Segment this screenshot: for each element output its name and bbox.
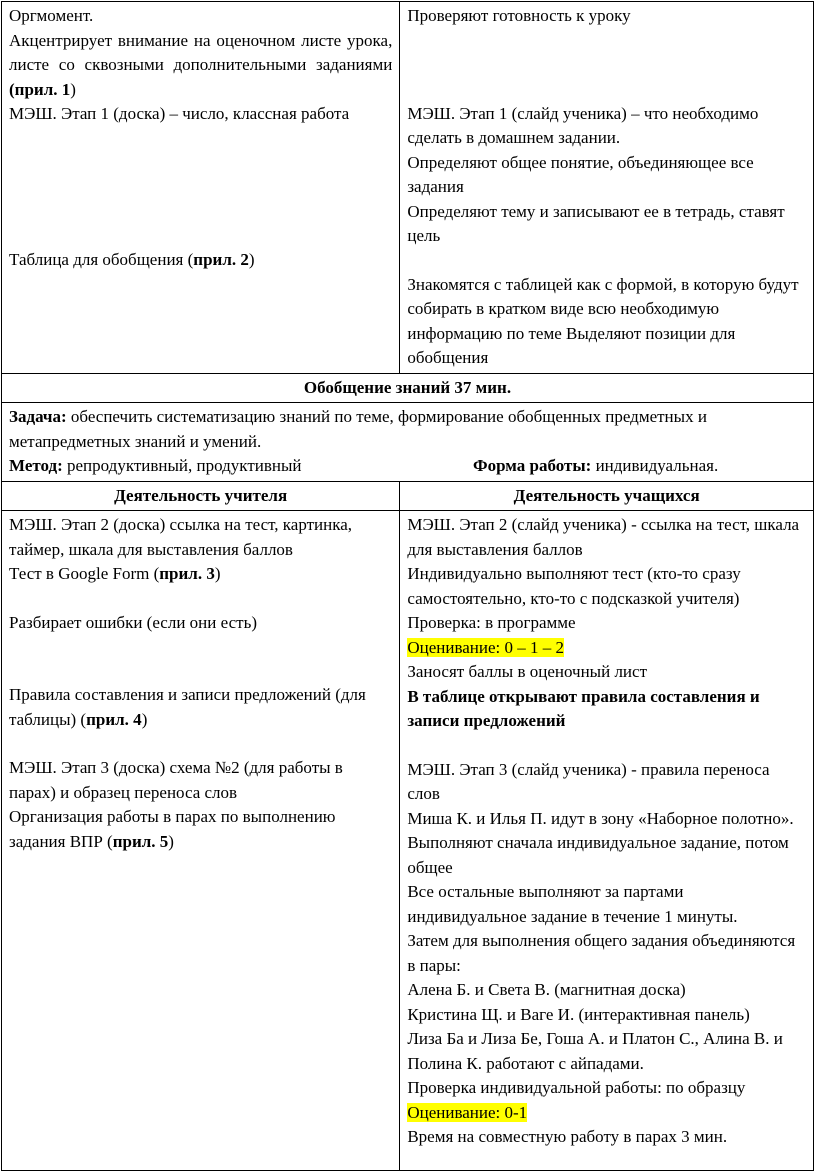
teacher-activity-header: Деятельность учителя <box>2 481 400 511</box>
summary-table-text: Таблица для обобщения (прил. 2) <box>9 249 255 269</box>
teacher-cell-org <box>2 2 400 374</box>
pair-2-text: Кристина Щ. и Ваге И. (интерактивная панель) <box>407 1004 750 1024</box>
pair-time-text: Время на совместную работу в парах 3 мин. <box>407 1127 728 1146</box>
orgmoment-text: Оргмомент. <box>9 6 94 25</box>
work-form: Форма работы: индивидуальная. <box>473 456 719 475</box>
errors-text: Разбирает ошибки (если они есть) <box>9 612 257 632</box>
check-individual-text: Проверка индивидуальной работы: по образцу <box>407 1078 746 1097</box>
mesh-stage3-slide-text: МЭШ. Этап 3 (слайд ученика) - правила переноса слов <box>407 759 770 803</box>
student-activity-header: Деятельность учащихся <box>400 481 814 511</box>
grading-scale-1: Оценивание: 0 – 1 – 2 <box>407 637 565 657</box>
table-intro-text: Знакомятся с таблицей как с формой, в которую будут собирать в кратком виде всю необходимую информацию по теме Выделяют позиции для обобщения <box>407 274 799 367</box>
others-text: Все остальные выполняют за партами индивидуальное задание в течение 1 минуты. <box>407 882 738 926</box>
ipads-text: Лиза Ба и Лиза Бе, Гоша А. и Платон С., Алина В. и Полина К. работают с айпадами. <box>407 1029 783 1073</box>
section-title: Обобщение знаний 37 мин. <box>2 373 814 403</box>
focus-text: Акцентрирует внимание на оценочном листе урока, листе со сквозными дополнительными заданиями (прил. 1) <box>9 30 393 99</box>
column-headers-row <box>2 481 814 511</box>
activities-row <box>2 511 814 1171</box>
mesh-stage2-board-text: МЭШ. Этап 2 (доска) ссылка на тест, картинка, таймер, шкала для выставления баллов <box>9 515 353 559</box>
mesh-stage2-slide-text: МЭШ. Этап 2 (слайд ученика) - ссылка на тест, шкала для выставления баллов <box>407 515 800 559</box>
pair-1-text: Алена Б. и Света В. (магнитная доска) <box>407 980 686 999</box>
task-cell <box>2 403 814 482</box>
task-text: Задача: обеспечить систематизацию знаний по теме, формирование обобщенных предметных и метапредметных знаний и умений. <box>9 407 707 451</box>
lesson-plan-table <box>1 1 814 1171</box>
student-cell-org <box>400 2 814 374</box>
open-rules-text: В таблице открывают правила составления и записи предложений <box>407 686 760 730</box>
then-pairs-text: Затем для выполнения общего задания объединяются в пары: <box>407 931 796 975</box>
mesh-stage3-board-text: МЭШ. Этап 3 (доска) схема №2 (для работы в парах) и образец переноса слов <box>9 758 343 802</box>
task-row <box>2 403 814 482</box>
check-program-text: Проверка: в программе <box>407 613 576 632</box>
student-cell-activities <box>400 511 814 1171</box>
check-ready-text: Проверяют готовность к уроку <box>407 6 631 25</box>
enter-points-text: Заносят баллы в оценочный лист <box>407 662 648 681</box>
teacher-cell-activities <box>2 511 400 1171</box>
method-line: Метод: репродуктивный, продуктивный Форма работы: индивидуальная. <box>9 454 806 479</box>
define-common-text: Определяют общее понятие, объединяющее все задания <box>407 152 754 196</box>
define-topic-text: Определяют тему и записывают ее в тетрадь, ставят цель <box>407 201 785 245</box>
individual-test-text: Индивидуально выполняют тест (кто-то сразу самостоятельно, кто-то с подсказкой учителя) <box>407 564 741 608</box>
grading-scale-2: Оценивание: 0-1 <box>407 1102 528 1122</box>
mesh-stage1-slide-text: МЭШ. Этап 1 (слайд ученика) – что необходимо сделать в домашнем задании. <box>407 103 759 147</box>
pairs-organization-text: Организация работы в парах по выполнению задания ВПР (прил. 5) <box>9 807 336 851</box>
mesh-stage1-board-text: МЭШ. Этап 1 (доска) – число, классная работа <box>9 104 350 123</box>
section-title-row <box>2 373 814 403</box>
misha-ilya-text: Миша К. и Илья П. идут в зону «Наборное полотно». Выполняют сначала индивидуальное задание, потом общее <box>407 808 794 877</box>
google-form-test-text: Тест в Google Form (прил. 3) <box>9 564 221 583</box>
rules-text: Правила составления и записи предложений (для таблицы) (прил. 4) <box>9 685 366 729</box>
organizational-row <box>2 2 814 374</box>
